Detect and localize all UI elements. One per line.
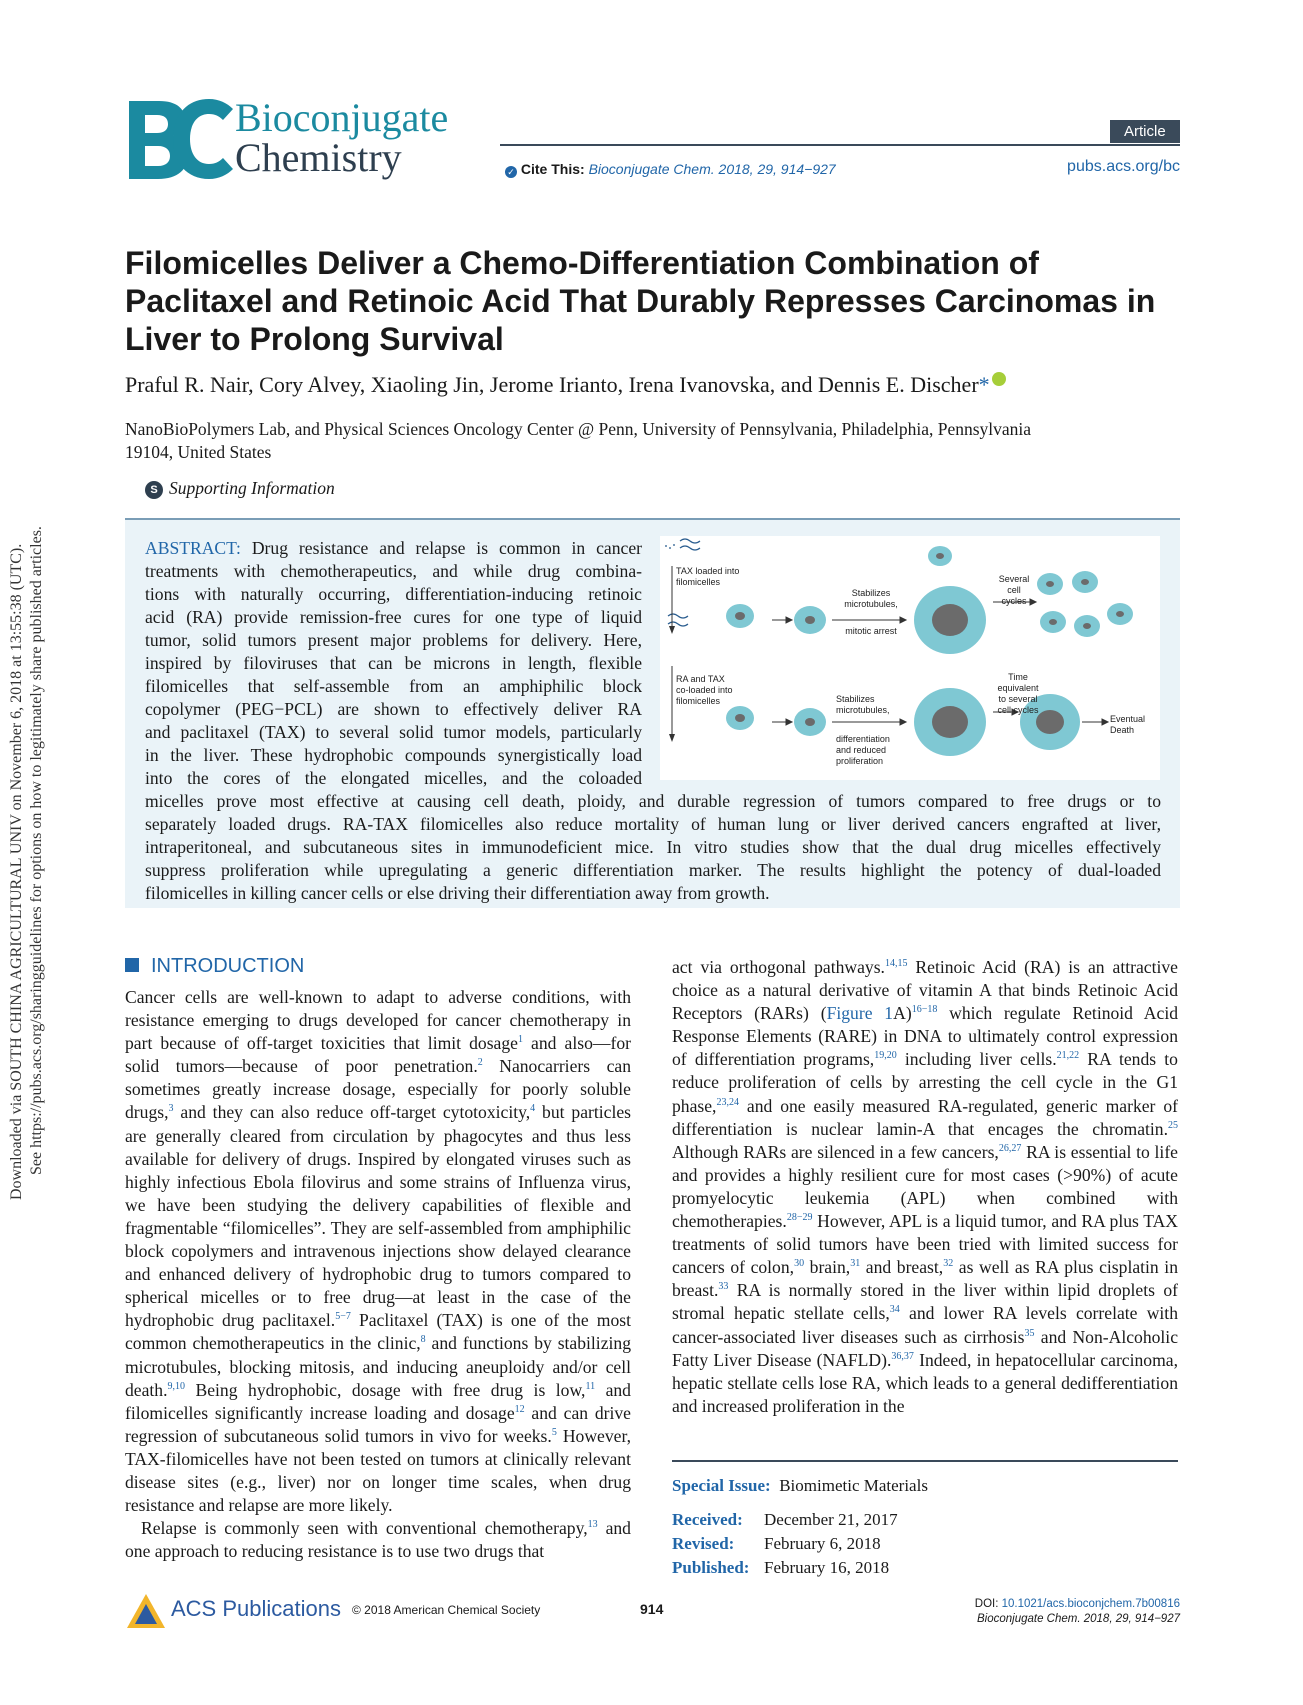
paragraph-text: and breast, [860, 1257, 944, 1278]
citation-ref[interactable]: 33 [718, 1281, 729, 1293]
paragraph-text: However, APL is a liquid tumor, and RA plus TAX treatments of solid tumors have been tried with limited success for cancers of colon, [672, 1211, 1178, 1278]
citation-ref[interactable]: 21,22 [1056, 1050, 1080, 1062]
cite-this[interactable]: ✓ Cite This: Bioconjugate Chem. 2018, 29, 914−927 [505, 161, 836, 178]
journal-url[interactable]: pubs.acs.org/bc [1067, 158, 1180, 175]
citation-ref[interactable]: 34 [889, 1304, 900, 1316]
affiliation: NanoBioPolymers Lab, and Physical Sciences Oncology Center @ Penn, University of Pennsylvania, Philadelphia, Pennsylvania 19104, United States [125, 419, 1032, 462]
toc-graphic [660, 536, 1160, 780]
paragraph-text: Although RARs are silenced in a few cancers, [672, 1141, 999, 1162]
paragraph-text: and lower RA levels correlate with cancer-associated liver diseases such as cirrhosis [672, 1303, 1178, 1347]
citation-ref[interactable]: 32 [943, 1258, 954, 1270]
paragraph-text: as well as RA plus cisplatin in breast. [672, 1257, 1178, 1301]
paragraph-text: and one approach to reducing resistance is to use two drugs that [125, 1518, 631, 1562]
author-list: Praful R. Nair, Cory Alvey, Xiaoling Jin, Jerome Irianto, Irena Ivanovska, and Dennis E. Discher* [125, 372, 1006, 398]
fig-bot-time: Time equivalent to several cell cycles [997, 672, 1039, 715]
section-square-icon [125, 958, 139, 972]
intro-right-column [672, 956, 1178, 1418]
citation-ref[interactable]: 23,24 [716, 1096, 739, 1108]
citation-ref[interactable]: 13 [587, 1519, 598, 1531]
citation-ref[interactable]: 36,37 [891, 1350, 914, 1362]
citation-ref[interactable]: 3 [168, 1103, 174, 1115]
paragraph-text: act via orthogonal pathways. [672, 957, 885, 977]
paragraph-text: and filomicelles significantly increase loading and dosage [125, 1379, 631, 1423]
citation-ref[interactable]: 11 [585, 1380, 596, 1392]
abstract-label: ABSTRACT: [145, 538, 241, 558]
citation-ref[interactable]: 9,10 [167, 1380, 185, 1392]
intro-paragraph-3 [672, 956, 1178, 1418]
citation-ref[interactable]: 2 [477, 1057, 483, 1069]
date-row: Published: February 16, 2018 [672, 1558, 890, 1577]
citation-ref[interactable]: 25 [1168, 1119, 1178, 1131]
paragraph-text: Relapse is commonly seen with conventional chemotherapy, [141, 1518, 588, 1539]
intro-left-column [125, 986, 631, 1563]
paragraph-text: and functions by stabilizing microtubules, blocking mitosis, and inducing aneuploidy and/or cell death. [125, 1333, 631, 1400]
header-rule [500, 144, 1180, 146]
history-dates [672, 1508, 898, 1580]
page-number: 914 [640, 1601, 664, 1617]
fig-top-stabilizes: Stabilizes microtubules, [844, 588, 898, 609]
paragraph-text: Cancer cells are well-known to adapt to adverse conditions, with resistance emerging to drugs developed for cancer chemotherapy in part because of off-target toxicities that limit dosage [125, 987, 631, 1054]
paragraph-text: Indeed, in hepatocellular carcinoma, hepatic stellate cells lose RA, which leads to a general dedifferentiation and increased proliferation in the [672, 1349, 1178, 1416]
figure-ref-link[interactable]: Figure 1 [826, 1003, 894, 1024]
fig-bot-diff: differentiation and reduced proliferation [836, 734, 890, 766]
paragraph-text: and Non-Alcoholic Fatty Liver Disease (NAFLD). [672, 1326, 1178, 1370]
intro-paragraph-2 [125, 1517, 631, 1563]
date-row: Revised: February 6, 2018 [672, 1534, 881, 1553]
supporting-info-link[interactable]: S Supporting Information [145, 478, 335, 499]
special-issue: Special Issue: Biomimetic Materials [672, 1476, 928, 1495]
abstract-wide: micelles prove most effective at causing cell death, ploidy, and durable regression of tumors compared to free drugs or to separately loaded drugs. RA-TAX filomicelles also reduce mortality of human lung or liver derived cancers engrafted at liver, intraperitoneal, and subcutaneous sites in immunodeficient mice. In vitro studies show that the dual drug micelles effectively suppress proliferation while upregulating a generic differentiation marker. The results highlight the potency of dual-loaded filomicelles in killing cancer cells or else driving their differentiation away from growth. [145, 791, 1161, 903]
citation-ref[interactable]: 19,20 [874, 1050, 897, 1062]
journal-name-line1: Bioconjugate [235, 95, 449, 140]
supporting-info-icon: S [145, 481, 163, 499]
citation-ref[interactable]: 28−29 [786, 1212, 813, 1224]
citation-ref[interactable]: 4 [530, 1103, 536, 1115]
corresponding-author-mark[interactable]: * [978, 372, 990, 397]
citation-ref[interactable]: 14,15 [884, 958, 908, 969]
paragraph-text: RA tends to reduce proliferation of cells by arresting the cell cycle in the G1 phase, [672, 1049, 1178, 1116]
journal-logo[interactable] [125, 90, 505, 190]
bc-logo-icon [125, 95, 235, 190]
sharing-notice[interactable]: See https://pubs.acs.org/sharingguidelines for options on how to legitimately share published articles. [28, 526, 45, 1175]
paragraph-text: including liver cells. [896, 1049, 1057, 1070]
paragraph-text: and can drive regression of subcutaneous solid tumors in vivo for weeks. [125, 1402, 631, 1446]
paragraph-text: which regulate Retinoid Acid Response Elements (RARE) in DNA to ultimately control expression of differentiation programs, [672, 1003, 1179, 1070]
fig-bot-loaded: RA and TAX co-loaded into filomicelles [676, 674, 733, 706]
paragraph-text: RA is essential to life and provides a highly resilient cure for most cases (>90%) of acute promyelocytic leukemia (APL) when combined with chemotherapies. [672, 1141, 1178, 1232]
citation-ref[interactable]: 5 [551, 1426, 557, 1438]
fig-top-loaded: TAX loaded into filomicelles [676, 566, 740, 587]
citation-ref[interactable]: 1 [517, 1034, 523, 1046]
paragraph-text: and one easily measured RA-regulated, generic marker of differentiation is nuclear lamin-A that encages the chromatin. [672, 1095, 1178, 1139]
acs-publications-text: ACS Publications [171, 1596, 341, 1621]
fig-bot-stabilizes: Stabilizes microtubules, [836, 694, 890, 715]
citation-ref[interactable]: 26,27 [998, 1142, 1022, 1154]
journal-name-line2: Chemistry [235, 135, 402, 180]
intro-paragraph-1 [125, 986, 631, 1517]
paragraph-text: and they can also reduce off-target cytotoxicity, [173, 1102, 531, 1123]
article-title: Filomicelles Deliver a Chemo-Differentiation Combination of Paclitaxel and Retinoic Acid That Durably Represses Carcinomas in Liver to Prolong Survival [125, 245, 1156, 357]
acs-emblem-icon [125, 1592, 167, 1632]
special-issue-rule [672, 1460, 1178, 1462]
paragraph-text: Nanocarriers can sometimes greatly increase dosage, especially for poorly soluble drugs, [125, 1056, 631, 1123]
paragraph-text: A) [893, 1003, 912, 1024]
citation-ref[interactable]: 35 [1024, 1327, 1035, 1339]
orcid-icon[interactable] [992, 372, 1006, 386]
citation-ref[interactable]: 5−7 [335, 1311, 351, 1323]
copyright: © 2018 American Chemical Society [352, 1603, 541, 1617]
date-row: Received: December 21, 2017 [672, 1510, 898, 1529]
citation-ref[interactable]: 30 [794, 1258, 805, 1270]
citation-ref[interactable]: 8 [420, 1334, 426, 1346]
paragraph-text: RA is normally stored in the liver within lipid droplets of stromal hepatic stellate cells, [672, 1280, 1178, 1324]
paragraph-text: Paclitaxel (TAX) is one of the most common chemotherapeutics in the clinic, [125, 1310, 631, 1354]
fig-top-several: Several cell cycles [998, 574, 1030, 606]
citation-ref[interactable]: 12 [514, 1403, 525, 1415]
paragraph-text: and also—for solid tumors—because of poor penetration. [125, 1033, 631, 1077]
check-circle-icon: ✓ [505, 166, 517, 178]
citation-ref[interactable]: 31 [850, 1258, 861, 1270]
citation-ref[interactable]: 16−18 [911, 1004, 938, 1016]
doi[interactable]: DOI: 10.1021/acs.bioconjchem.7b00816 Bioconjugate Chem. 2018, 29, 914−927 [974, 1598, 1180, 1625]
paragraph-text: Being hydrophobic, dosage with free drug is low, [185, 1379, 586, 1400]
cell-icon [726, 546, 1133, 654]
paragraph-text: but particles are generally cleared from circulation by phagocytes and thus less available for delivery of drugs. Inspired by elongated viruses such as highly infectious Ebola filovirus and some strains of Influenza virus, we have been studying the delivery capabilities of flexible and fragmentable “filomicelles”. They are self-assembled from amphiphilic block copolymers and intravenous injections show delayed clearance and enhanced delivery of hydrophobic drug to tumors compared to spherical micelles or to free drug—at least in the case of the hydrophobic drug paclitaxel. [125, 1102, 632, 1331]
article-type-badge: Article [1110, 120, 1180, 143]
paragraph-text: Retinoic Acid (RA) is an attractive choice as a natural derivative of vitamin A that binds Retinoic Acid Receptors (RARs) ( [672, 957, 1178, 1024]
download-notice: Downloaded via SOUTH CHINA AGRICULTURAL UNIV on November 6, 2018 at 13:55:38 (UTC). [8, 543, 25, 1200]
intro-heading: INTRODUCTION [125, 955, 304, 978]
paragraph-text: brain, [804, 1257, 851, 1278]
fig-bot-death: Eventual Death [1110, 714, 1146, 735]
paragraph-text: However, TAX-filomicelles have not been tested on tumors at clinically relevant disease sites (e.g., liver) nor on longer time scales, when drug resistance and relapse are more likely. [125, 1425, 632, 1516]
fig-top-mitotic: mitotic arrest [845, 626, 897, 636]
abstract-narrow: ABSTRACT: Drug resistance and relapse is common in cancer treatments with chemotherapeutics, and while drug combina- tions with naturally occurring, differentiation-inducing retinoic acid (RA) provide remission-free cures for one type of liquid tumor, solid tumors present major problems for delivery. Here, inspired by filoviruses that can be microns in length, flexible filomicelles that self-assemble from an amphiphilic block copolymer (PEG−PCL) are shown to effectively deliver RA and paclitaxel (TAX) to several solid tumor models, particularly in the liver. These hydrophobic compounds synergistically load into the cores of the elongated micelles, and the coloaded [145, 538, 642, 788]
